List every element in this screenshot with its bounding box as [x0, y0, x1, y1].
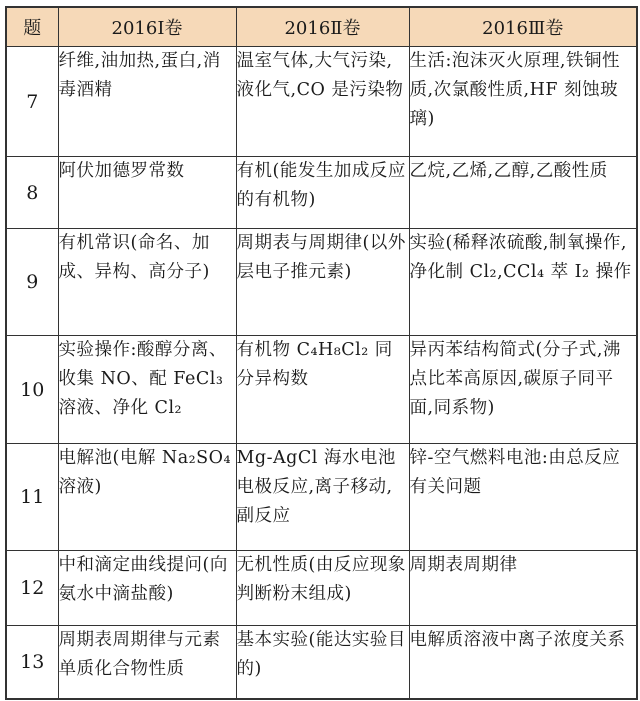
header-paper-2: 2016Ⅱ卷	[236, 7, 409, 47]
question-number: 11	[6, 444, 58, 551]
paper-3-topic: 异丙苯结构简式(分子式,沸点比苯高原因,碳原子同平面,同系物)	[409, 336, 637, 444]
question-number: 12	[6, 551, 58, 626]
table-row	[6, 626, 637, 699]
table-row	[6, 551, 637, 626]
question-number: 10	[6, 336, 58, 444]
paper-3-topic: 生活:泡沫灭火原理,铁铜性质,次氯酸性质,HF 刻蚀玻璃)	[409, 47, 637, 157]
header-question: 题	[6, 7, 58, 47]
paper-1-topic: 周期表周期律与元素单质化合物性质	[58, 626, 236, 699]
table-row	[6, 47, 637, 157]
paper-3-topic: 锌-空气燃料电池:由总反应有关问题	[409, 444, 637, 551]
header-paper-1: 2016Ⅰ卷	[58, 7, 236, 47]
paper-3-topic: 乙烷,乙烯,乙醇,乙酸性质	[409, 157, 637, 229]
paper-3-topic: 电解质溶液中离子浓度关系	[409, 626, 637, 699]
question-number: 7	[6, 47, 58, 157]
paper-2-topic: 基本实验(能达实验目的)	[236, 626, 409, 699]
table-row	[6, 229, 637, 336]
paper-2-topic: Mg-AgCl 海水电池电极反应,离子移动,副反应	[236, 444, 409, 551]
paper-3-topic: 实验(稀释浓硫酸,制氧操作,净化制 Cl₂,CCl₄ 萃 I₂ 操作	[409, 229, 637, 336]
paper-2-topic: 无机性质(由反应现象判断粉末组成)	[236, 551, 409, 626]
question-number: 13	[6, 626, 58, 699]
question-number: 9	[6, 229, 58, 336]
table-row	[6, 444, 637, 551]
table-row	[6, 157, 637, 229]
header-row	[6, 7, 637, 47]
header-paper-3: 2016Ⅲ卷	[409, 7, 637, 47]
paper-3-topic: 周期表周期律	[409, 551, 637, 626]
paper-2-topic: 温室气体,大气污染,液化气,CO 是污染物	[236, 47, 409, 157]
paper-2-topic: 有机(能发生加成反应的有机物)	[236, 157, 409, 229]
exam-topic-table	[5, 6, 638, 700]
paper-2-topic: 周期表与周期律(以外层电子推元素)	[236, 229, 409, 336]
paper-1-topic: 实验操作:酸醇分离、收集 NO、配 FeCl₃ 溶液、净化 Cl₂	[58, 336, 236, 444]
paper-2-topic: 有机物 C₄H₈Cl₂ 同分异构数	[236, 336, 409, 444]
paper-1-topic: 纤维,油加热,蛋白,消毒酒精	[58, 47, 236, 157]
paper-1-topic: 阿伏加德罗常数	[58, 157, 236, 229]
question-number: 8	[6, 157, 58, 229]
paper-1-topic: 有机常识(命名、加成、异构、高分子)	[58, 229, 236, 336]
paper-1-topic: 电解池(电解 Na₂SO₄溶液)	[58, 444, 236, 551]
table-row	[6, 336, 637, 444]
paper-1-topic: 中和滴定曲线提问(向氨水中滴盐酸)	[58, 551, 236, 626]
